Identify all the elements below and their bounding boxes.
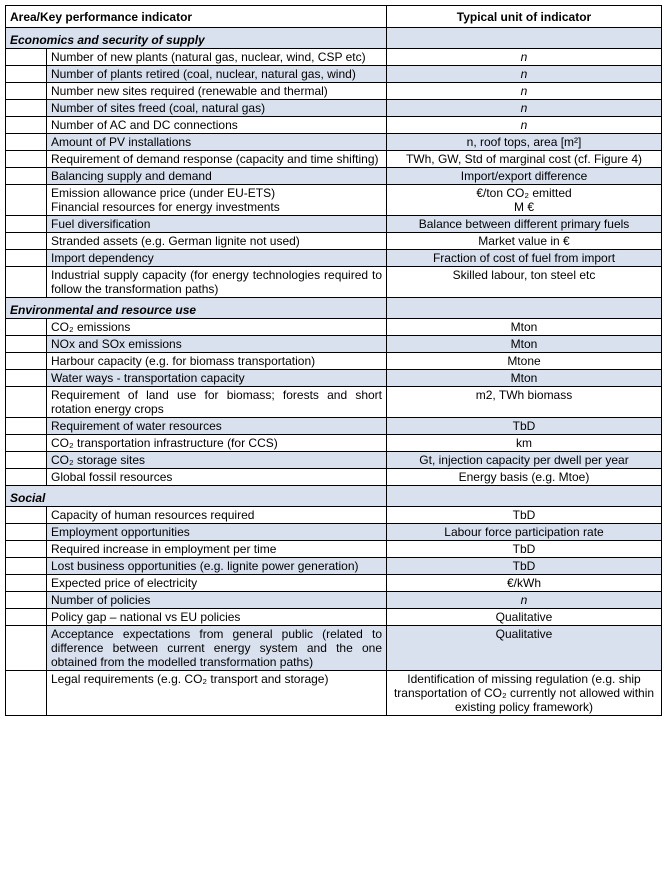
table-row — [6, 134, 662, 151]
indicator-cell: Requirement of land use for biomass; forests and short rotation energy crops — [47, 387, 387, 418]
section-unit-blank — [387, 486, 662, 507]
unit-cell: TWh, GW, Std of marginal cost (cf. Figure 4) — [387, 151, 662, 168]
indicator-cell: Legal requirements (e.g. CO₂ transport and storage) — [47, 671, 387, 716]
unit-cell: TbD — [387, 541, 662, 558]
table-row — [6, 418, 662, 435]
section-title: Social — [6, 486, 387, 507]
row-indent-cell — [6, 151, 47, 168]
table-row — [6, 469, 662, 486]
table-row — [6, 117, 662, 134]
table-header-row — [6, 6, 662, 28]
unit-cell: Import/export difference — [387, 168, 662, 185]
row-indent-cell — [6, 49, 47, 66]
row-indent-cell — [6, 66, 47, 83]
indicator-cell: Water ways - transportation capacity — [47, 370, 387, 387]
indicator-cell: Stranded assets (e.g. German lignite not used) — [47, 233, 387, 250]
unit-cell: Qualitative — [387, 609, 662, 626]
table-row — [6, 353, 662, 370]
unit-cell: n — [387, 83, 662, 100]
row-indent-cell — [6, 336, 47, 353]
row-indent-cell — [6, 609, 47, 626]
table-row — [6, 575, 662, 592]
table-row — [6, 671, 662, 716]
unit-cell: n — [387, 49, 662, 66]
indicator-cell: Amount of PV installations — [47, 134, 387, 151]
row-indent-cell — [6, 418, 47, 435]
table-row — [6, 592, 662, 609]
table-row — [6, 541, 662, 558]
unit-cell: Skilled labour, ton steel etc — [387, 267, 662, 298]
table-row — [6, 319, 662, 336]
row-indent-cell — [6, 83, 47, 100]
row-indent-cell — [6, 233, 47, 250]
table-row — [6, 435, 662, 452]
row-indent-cell — [6, 267, 47, 298]
indicator-cell: Requirement of water resources — [47, 418, 387, 435]
indicator-cell: Required increase in employment per time — [47, 541, 387, 558]
indicator-cell: Employment opportunities — [47, 524, 387, 541]
table-row — [6, 83, 662, 100]
unit-cell: km — [387, 435, 662, 452]
indicator-cell: Industrial supply capacity (for energy technologies required to follow the transformation paths) — [47, 267, 387, 298]
indicator-cell: Number new sites required (renewable and thermal) — [47, 83, 387, 100]
table-row — [6, 66, 662, 83]
table-row — [6, 100, 662, 117]
indicator-cell: CO₂ transportation infrastructure (for CCS) — [47, 435, 387, 452]
section-row — [6, 486, 662, 507]
table-row — [6, 49, 662, 66]
indicator-cell: Fuel diversification — [47, 216, 387, 233]
row-indent-cell — [6, 626, 47, 671]
indicator-cell: Number of new plants (natural gas, nuclear, wind, CSP etc) — [47, 49, 387, 66]
table-row — [6, 267, 662, 298]
unit-cell: Market value in € — [387, 233, 662, 250]
indicator-cell: Harbour capacity (e.g. for biomass transportation) — [47, 353, 387, 370]
row-indent-cell — [6, 507, 47, 524]
unit-cell: Labour force participation rate — [387, 524, 662, 541]
row-indent-cell — [6, 524, 47, 541]
row-indent-cell — [6, 452, 47, 469]
unit-cell: Qualitative — [387, 626, 662, 671]
row-indent-cell — [6, 353, 47, 370]
indicator-cell: Emission allowance price (under EU-ETS) Financial resources for energy investments — [47, 185, 387, 216]
unit-cell: n — [387, 66, 662, 83]
row-indent-cell — [6, 216, 47, 233]
indicator-cell: NOx and SOx emissions — [47, 336, 387, 353]
row-indent-cell — [6, 185, 47, 216]
header-unit: Typical unit of indicator — [387, 6, 662, 28]
indicator-cell: Lost business opportunities (e.g. lignite power generation) — [47, 558, 387, 575]
table-row — [6, 168, 662, 185]
unit-cell: TbD — [387, 418, 662, 435]
row-indent-cell — [6, 250, 47, 267]
table-row — [6, 609, 662, 626]
unit-cell: TbD — [387, 558, 662, 575]
row-indent-cell — [6, 319, 47, 336]
unit-cell: Mton — [387, 370, 662, 387]
table-row — [6, 336, 662, 353]
row-indent-cell — [6, 592, 47, 609]
unit-cell: n — [387, 592, 662, 609]
unit-cell: Mton — [387, 319, 662, 336]
row-indent-cell — [6, 370, 47, 387]
indicator-cell: CO₂ storage sites — [47, 452, 387, 469]
kpi-table — [5, 5, 662, 716]
table-row — [6, 507, 662, 524]
indicator-cell: Number of plants retired (coal, nuclear, natural gas, wind) — [47, 66, 387, 83]
table-row — [6, 233, 662, 250]
unit-cell: €/ton CO₂ emitted M € — [387, 185, 662, 216]
indicator-cell: Number of policies — [47, 592, 387, 609]
table-row — [6, 452, 662, 469]
table-row — [6, 216, 662, 233]
unit-cell: m2, TWh biomass — [387, 387, 662, 418]
indicator-cell: Expected price of electricity — [47, 575, 387, 592]
header-indicator: Area/Key performance indicator — [6, 6, 387, 28]
unit-cell: Mton — [387, 336, 662, 353]
row-indent-cell — [6, 541, 47, 558]
unit-cell: Energy basis (e.g. Mtoe) — [387, 469, 662, 486]
indicator-cell: Global fossil resources — [47, 469, 387, 486]
indicator-cell: Number of AC and DC connections — [47, 117, 387, 134]
row-indent-cell — [6, 469, 47, 486]
unit-cell: Balance between different primary fuels — [387, 216, 662, 233]
indicator-cell: Import dependency — [47, 250, 387, 267]
indicator-cell: Number of sites freed (coal, natural gas) — [47, 100, 387, 117]
table-row — [6, 626, 662, 671]
unit-cell: n, roof tops, area [m²] — [387, 134, 662, 151]
row-indent-cell — [6, 168, 47, 185]
section-unit-blank — [387, 298, 662, 319]
unit-cell: Mtone — [387, 353, 662, 370]
table-body — [6, 28, 662, 716]
section-row — [6, 298, 662, 319]
row-indent-cell — [6, 435, 47, 452]
row-indent-cell — [6, 575, 47, 592]
section-unit-blank — [387, 28, 662, 49]
row-indent-cell — [6, 117, 47, 134]
section-title: Economics and security of supply — [6, 28, 387, 49]
indicator-cell: Acceptance expectations from general public (related to difference between current energy system and the one obtained from the modelled transformation paths) — [47, 626, 387, 671]
unit-cell: Fraction of cost of fuel from import — [387, 250, 662, 267]
row-indent-cell — [6, 558, 47, 575]
indicator-cell: Policy gap – national vs EU policies — [47, 609, 387, 626]
unit-cell: Gt, injection capacity per dwell per year — [387, 452, 662, 469]
unit-cell: n — [387, 117, 662, 134]
row-indent-cell — [6, 387, 47, 418]
table-row — [6, 151, 662, 168]
section-title: Environmental and resource use — [6, 298, 387, 319]
row-indent-cell — [6, 671, 47, 716]
table-row — [6, 387, 662, 418]
unit-cell: €/kWh — [387, 575, 662, 592]
row-indent-cell — [6, 134, 47, 151]
table-row — [6, 185, 662, 216]
indicator-cell: Requirement of demand response (capacity and time shifting) — [47, 151, 387, 168]
unit-cell: n — [387, 100, 662, 117]
indicator-cell: CO₂ emissions — [47, 319, 387, 336]
table-row — [6, 370, 662, 387]
table-row — [6, 524, 662, 541]
table-row — [6, 250, 662, 267]
indicator-cell: Capacity of human resources required — [47, 507, 387, 524]
section-row — [6, 28, 662, 49]
unit-cell: Identification of missing regulation (e.g. ship transportation of CO₂ currently not allowed within existing policy framework) — [387, 671, 662, 716]
row-indent-cell — [6, 100, 47, 117]
table-row — [6, 558, 662, 575]
indicator-cell: Balancing supply and demand — [47, 168, 387, 185]
unit-cell: TbD — [387, 507, 662, 524]
